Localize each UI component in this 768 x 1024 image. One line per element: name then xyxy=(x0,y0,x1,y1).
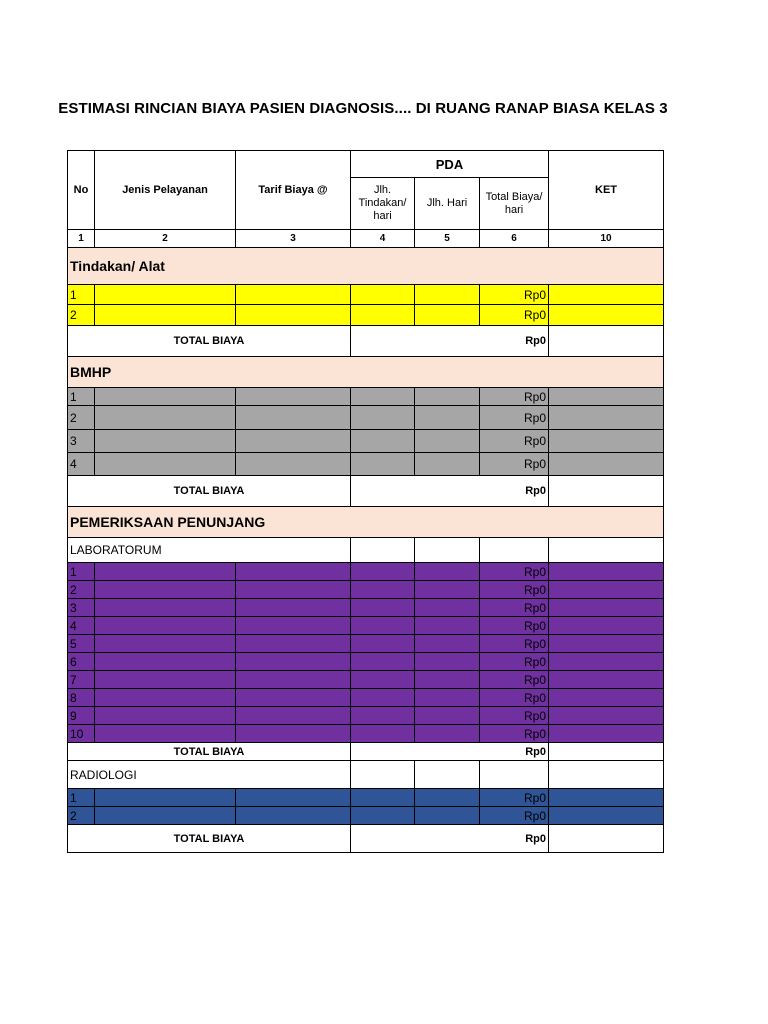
cell-jlh-hari[interactable] xyxy=(415,305,480,326)
cell-jenis[interactable] xyxy=(95,653,236,671)
total-value: Rp0 xyxy=(351,743,549,761)
cell-jlh-hari[interactable] xyxy=(415,563,480,581)
cell-ket[interactable] xyxy=(549,671,664,689)
blank-cell xyxy=(549,538,664,563)
cell-total: Rp0 xyxy=(480,388,549,406)
blank-cell xyxy=(480,761,549,789)
cell-tarif[interactable] xyxy=(236,453,351,476)
cell-jlh-hari[interactable] xyxy=(415,725,480,743)
subsection-title-laboratorium: LABORATORUM xyxy=(68,538,351,563)
cell-jenis[interactable] xyxy=(95,563,236,581)
cell-total: Rp0 xyxy=(480,635,549,653)
cell-total: Rp0 xyxy=(480,789,549,807)
cell-total: Rp0 xyxy=(480,599,549,617)
table-row xyxy=(68,285,664,305)
cell-total: Rp0 xyxy=(480,285,549,305)
table-row xyxy=(68,635,664,653)
cell-jenis[interactable] xyxy=(95,599,236,617)
cell-jlh-tindakan[interactable] xyxy=(351,789,415,807)
row-number: 3 xyxy=(68,430,95,453)
cell-ket[interactable] xyxy=(549,789,664,807)
cell-ket[interactable] xyxy=(549,617,664,635)
cell-jlh-tindakan[interactable] xyxy=(351,725,415,743)
table-row xyxy=(68,453,664,476)
cell-jenis[interactable] xyxy=(95,789,236,807)
cell-total: Rp0 xyxy=(480,653,549,671)
cell-ket[interactable] xyxy=(549,581,664,599)
cell-jenis[interactable] xyxy=(95,725,236,743)
section-title-tindakan: Tindakan/ Alat xyxy=(68,248,664,285)
row-number: 3 xyxy=(68,599,95,617)
table-row xyxy=(68,563,664,581)
cell-jlh-tindakan[interactable] xyxy=(351,305,415,326)
cell-jenis[interactable] xyxy=(95,406,236,430)
table-row xyxy=(68,671,664,689)
col-number: 6 xyxy=(480,230,549,248)
total-label: TOTAL BIAYA xyxy=(68,743,351,761)
blank-cell xyxy=(415,538,480,563)
table-row xyxy=(68,388,664,406)
row-number: 10 xyxy=(68,725,95,743)
cell-tarif[interactable] xyxy=(236,789,351,807)
cell-jlh-tindakan[interactable] xyxy=(351,563,415,581)
cell-tarif[interactable] xyxy=(236,563,351,581)
header-jenis-pelayanan: Jenis Pelayanan xyxy=(95,151,236,230)
col-number: 10 xyxy=(549,230,664,248)
total-label: TOTAL BIAYA xyxy=(68,476,351,507)
row-number: 1 xyxy=(68,563,95,581)
total-row xyxy=(68,476,664,507)
cell-tarif[interactable] xyxy=(236,581,351,599)
cell-jenis[interactable] xyxy=(95,707,236,725)
cell-jlh-tindakan[interactable] xyxy=(351,430,415,453)
section-title-bmhp: BMHP xyxy=(68,357,664,388)
total-row xyxy=(68,743,664,761)
cell-jlh-hari[interactable] xyxy=(415,599,480,617)
cell-jlh-tindakan[interactable] xyxy=(351,635,415,653)
cell-total: Rp0 xyxy=(480,617,549,635)
cell-ket[interactable] xyxy=(549,453,664,476)
total-value: Rp0 xyxy=(351,476,549,507)
header-tarif-biaya: Tarif Biaya @ xyxy=(236,151,351,230)
cell-jenis[interactable] xyxy=(95,285,236,305)
blank-cell xyxy=(351,538,415,563)
cell-ket[interactable] xyxy=(549,707,664,725)
table-row xyxy=(68,305,664,326)
cell-tarif[interactable] xyxy=(236,305,351,326)
row-number: 4 xyxy=(68,453,95,476)
total-ket xyxy=(549,825,664,853)
table-row xyxy=(68,430,664,453)
cell-total: Rp0 xyxy=(480,406,549,430)
cell-jenis[interactable] xyxy=(95,689,236,707)
cell-tarif[interactable] xyxy=(236,388,351,406)
table-row xyxy=(68,789,664,807)
cell-jenis[interactable] xyxy=(95,430,236,453)
cell-jlh-tindakan[interactable] xyxy=(351,388,415,406)
table-row xyxy=(68,807,664,825)
total-value: Rp0 xyxy=(351,326,549,357)
total-ket xyxy=(549,476,664,507)
cell-jenis[interactable] xyxy=(95,581,236,599)
cell-tarif[interactable] xyxy=(236,671,351,689)
header-total-biaya-hari: Total Biaya/ hari xyxy=(480,178,549,230)
cell-tarif[interactable] xyxy=(236,807,351,825)
cell-jenis[interactable] xyxy=(95,807,236,825)
cell-total: Rp0 xyxy=(480,581,549,599)
cell-jlh-tindakan[interactable] xyxy=(351,406,415,430)
cell-jlh-hari[interactable] xyxy=(415,285,480,305)
cell-ket[interactable] xyxy=(549,406,664,430)
header-jlh-tindakan: Jlh. Tindakan/ hari xyxy=(351,178,415,230)
cell-jlh-hari[interactable] xyxy=(415,406,480,430)
cell-total: Rp0 xyxy=(480,453,549,476)
col-number: 3 xyxy=(236,230,351,248)
col-number: 1 xyxy=(68,230,95,248)
col-number: 5 xyxy=(415,230,480,248)
cell-jlh-hari[interactable] xyxy=(415,707,480,725)
row-number: 2 xyxy=(68,581,95,599)
cell-jenis[interactable] xyxy=(95,671,236,689)
cell-jenis[interactable] xyxy=(95,388,236,406)
cell-ket[interactable] xyxy=(549,285,664,305)
cell-jlh-hari[interactable] xyxy=(415,635,480,653)
cell-ket[interactable] xyxy=(549,563,664,581)
row-number: 4 xyxy=(68,617,95,635)
cell-ket[interactable] xyxy=(549,305,664,326)
row-number: 8 xyxy=(68,689,95,707)
cell-jlh-tindakan[interactable] xyxy=(351,617,415,635)
blank-cell xyxy=(351,761,415,789)
cell-ket[interactable] xyxy=(549,689,664,707)
total-row xyxy=(68,825,664,853)
cell-ket[interactable] xyxy=(549,430,664,453)
cell-total: Rp0 xyxy=(480,430,549,453)
cost-table xyxy=(67,150,664,853)
total-label: TOTAL BIAYA xyxy=(68,825,351,853)
cell-jlh-hari[interactable] xyxy=(415,430,480,453)
cell-jlh-tindakan[interactable] xyxy=(351,671,415,689)
row-number: 1 xyxy=(68,285,95,305)
cell-jlh-hari[interactable] xyxy=(415,617,480,635)
total-label: TOTAL BIAYA xyxy=(68,326,351,357)
row-number: 7 xyxy=(68,671,95,689)
cell-jlh-tindakan[interactable] xyxy=(351,453,415,476)
row-number: 5 xyxy=(68,635,95,653)
cell-jlh-tindakan[interactable] xyxy=(351,653,415,671)
table-row xyxy=(68,581,664,599)
table-row xyxy=(68,707,664,725)
cell-total: Rp0 xyxy=(480,305,549,326)
cell-jlh-tindakan[interactable] xyxy=(351,807,415,825)
row-number: 2 xyxy=(68,807,95,825)
cell-tarif[interactable] xyxy=(236,725,351,743)
cell-tarif[interactable] xyxy=(236,406,351,430)
blank-cell xyxy=(549,761,664,789)
total-row xyxy=(68,326,664,357)
row-number: 1 xyxy=(68,789,95,807)
cell-ket[interactable] xyxy=(549,599,664,617)
cell-jlh-hari[interactable] xyxy=(415,453,480,476)
blank-cell xyxy=(480,538,549,563)
row-number: 2 xyxy=(68,406,95,430)
cell-ket[interactable] xyxy=(549,807,664,825)
subsection-title-radiologi: RADIOLOGI xyxy=(68,761,351,789)
row-number: 2 xyxy=(68,305,95,326)
header-pda: PDA xyxy=(351,151,549,178)
cell-jenis[interactable] xyxy=(95,635,236,653)
cell-jlh-hari[interactable] xyxy=(415,388,480,406)
document-title: ESTIMASI RINCIAN BIAYA PASIEN DIAGNOSIS.... DI RUANG RANAP BIASA KELAS 3 xyxy=(58,100,668,117)
cell-jlh-hari[interactable] xyxy=(415,789,480,807)
col-number: 2 xyxy=(95,230,236,248)
cell-jlh-tindakan[interactable] xyxy=(351,689,415,707)
cell-jlh-hari[interactable] xyxy=(415,689,480,707)
cell-jlh-hari[interactable] xyxy=(415,653,480,671)
cell-jlh-tindakan[interactable] xyxy=(351,285,415,305)
cell-tarif[interactable] xyxy=(236,599,351,617)
cell-jlh-hari[interactable] xyxy=(415,807,480,825)
cell-tarif[interactable] xyxy=(236,653,351,671)
cell-total: Rp0 xyxy=(480,807,549,825)
header-ket: KET xyxy=(549,151,664,230)
table-row xyxy=(68,617,664,635)
cell-ket[interactable] xyxy=(549,635,664,653)
cell-total: Rp0 xyxy=(480,563,549,581)
row-number: 1 xyxy=(68,388,95,406)
table-row xyxy=(68,725,664,743)
cell-total: Rp0 xyxy=(480,725,549,743)
cell-tarif[interactable] xyxy=(236,285,351,305)
cell-jlh-tindakan[interactable] xyxy=(351,581,415,599)
cell-total: Rp0 xyxy=(480,707,549,725)
total-ket xyxy=(549,743,664,761)
table-row xyxy=(68,599,664,617)
header-no: No xyxy=(68,151,95,230)
table-row xyxy=(68,406,664,430)
cell-tarif[interactable] xyxy=(236,617,351,635)
cell-total: Rp0 xyxy=(480,671,549,689)
cell-tarif[interactable] xyxy=(236,689,351,707)
cell-tarif[interactable] xyxy=(236,430,351,453)
col-number: 4 xyxy=(351,230,415,248)
cell-ket[interactable] xyxy=(549,725,664,743)
total-ket xyxy=(549,326,664,357)
cell-jlh-tindakan[interactable] xyxy=(351,707,415,725)
table-row xyxy=(68,653,664,671)
cell-jenis[interactable] xyxy=(95,617,236,635)
table-row xyxy=(68,689,664,707)
blank-cell xyxy=(415,761,480,789)
cell-jenis[interactable] xyxy=(95,305,236,326)
cell-ket[interactable] xyxy=(549,388,664,406)
row-number: 9 xyxy=(68,707,95,725)
total-value: Rp0 xyxy=(351,825,549,853)
cell-tarif[interactable] xyxy=(236,635,351,653)
cell-jlh-hari[interactable] xyxy=(415,671,480,689)
cell-tarif[interactable] xyxy=(236,707,351,725)
header-jlh-hari: Jlh. Hari xyxy=(415,178,480,230)
section-title-penunjang: PEMERIKSAAN PENUNJANG xyxy=(68,507,664,538)
cell-jenis[interactable] xyxy=(95,453,236,476)
cell-jlh-tindakan[interactable] xyxy=(351,599,415,617)
row-number: 6 xyxy=(68,653,95,671)
cell-jlh-hari[interactable] xyxy=(415,581,480,599)
cell-ket[interactable] xyxy=(549,653,664,671)
cell-total: Rp0 xyxy=(480,689,549,707)
